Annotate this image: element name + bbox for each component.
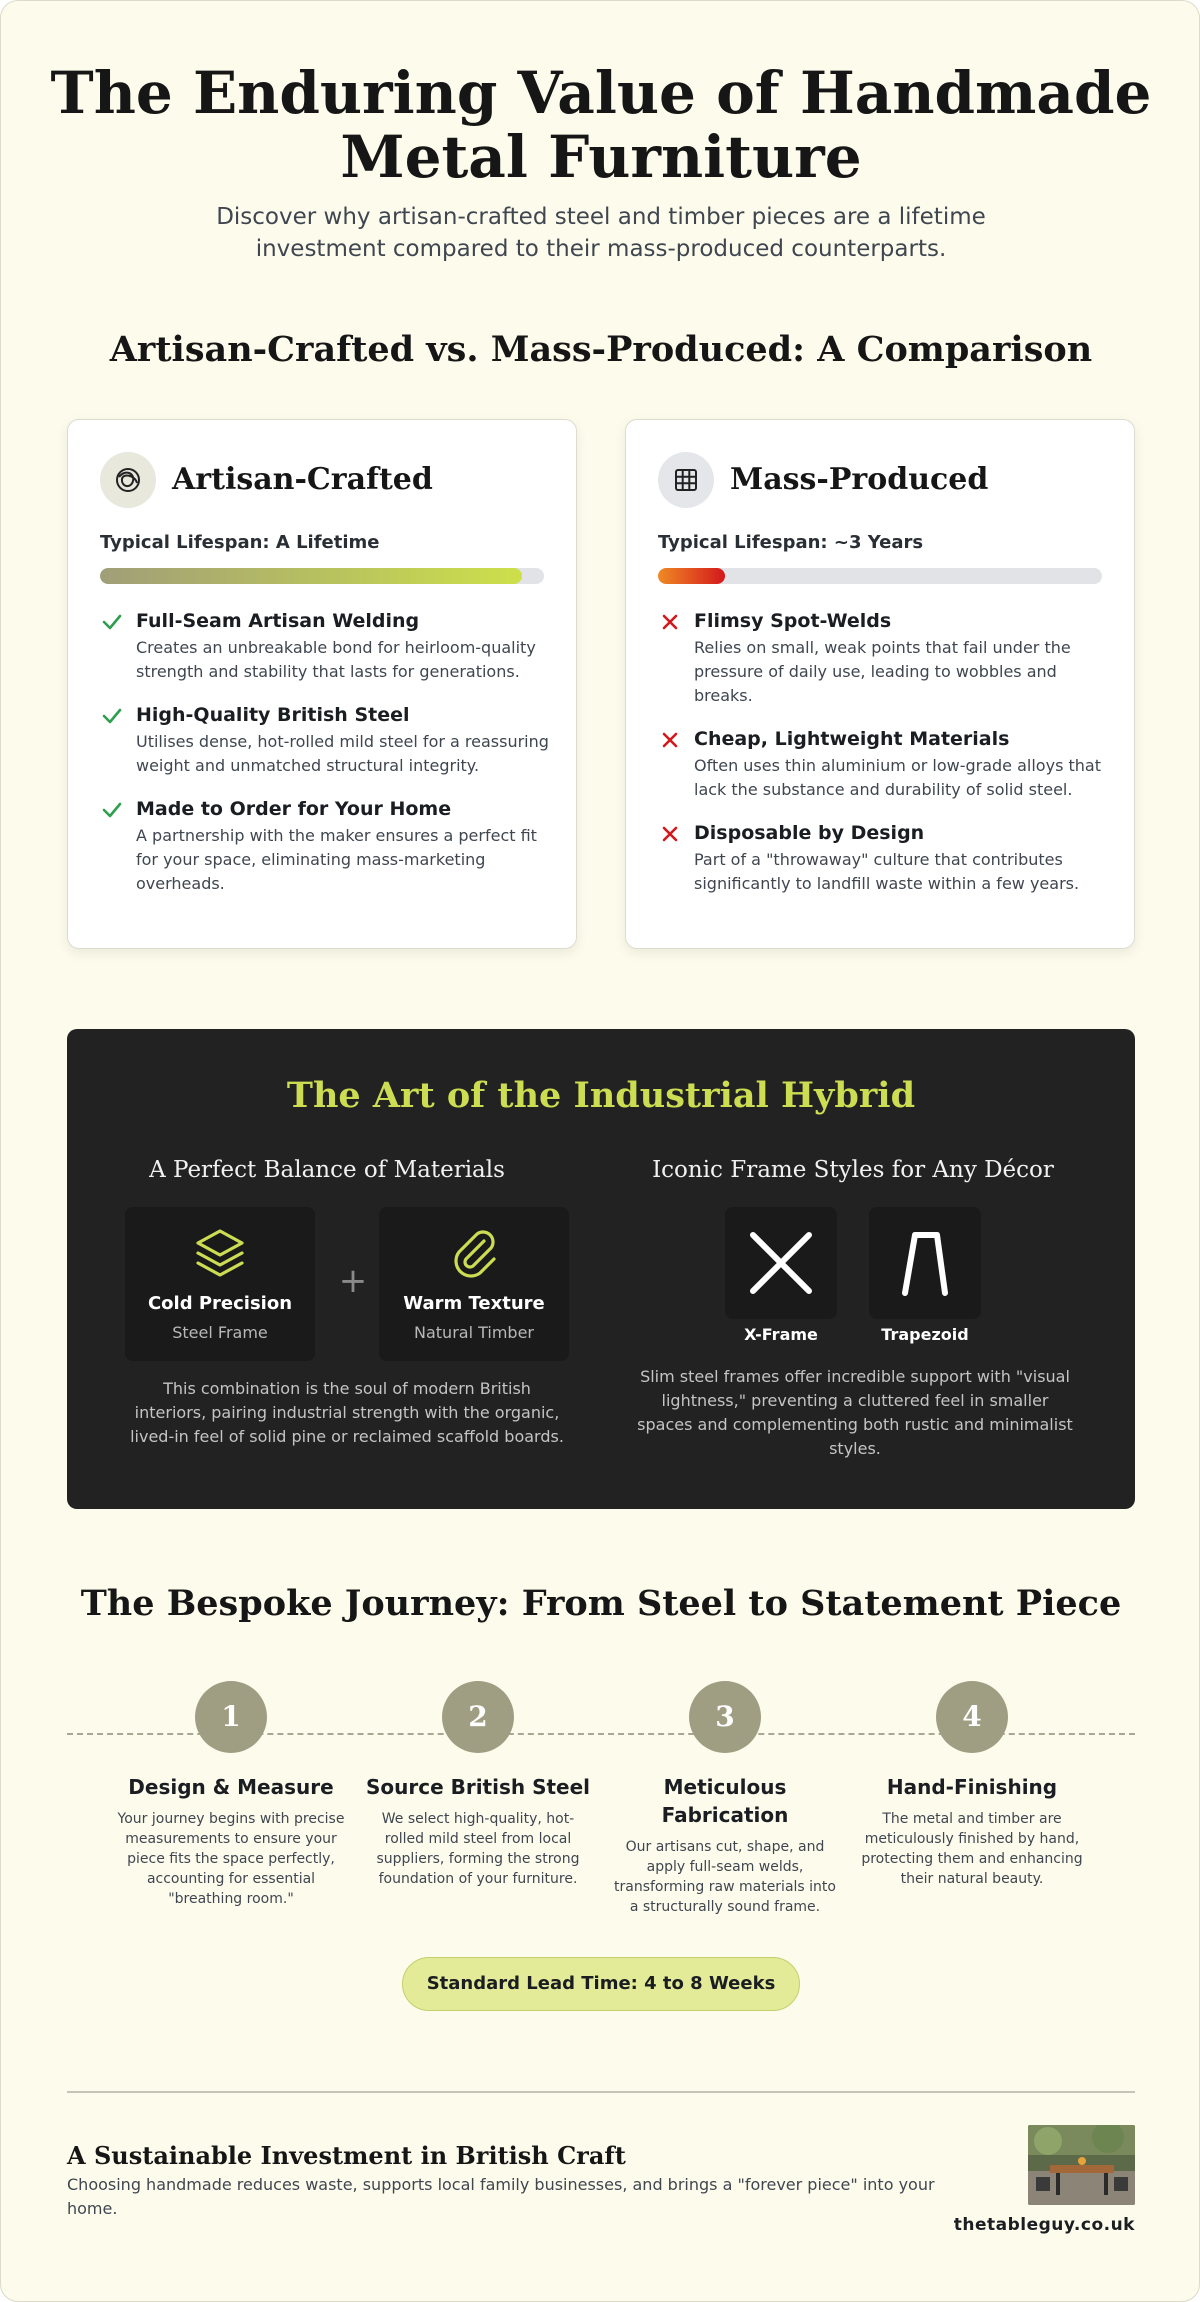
feature-desc: Creates an unbreakable bond for heirloom-quality strength and stability that lasts for generations. bbox=[136, 638, 536, 681]
website-credit: thetableguy.co.uk bbox=[953, 2215, 1135, 2235]
footer-divider bbox=[67, 2091, 1135, 2093]
step-desc: Our artisans cut, shape, and apply full-seam welds, transforming raw materials into a structurally sound frame. bbox=[614, 1839, 836, 1915]
cross-icon bbox=[658, 610, 682, 634]
x-frame-card bbox=[725, 1207, 837, 1319]
mass-produced-card bbox=[625, 419, 1135, 949]
list-item bbox=[658, 726, 1108, 802]
plus-sign: + bbox=[338, 1261, 368, 1301]
material-kind: Steel Frame bbox=[172, 1323, 268, 1342]
step-title: Hand-Finishing bbox=[886, 1775, 1058, 1799]
mass-card-title: Mass-Produced bbox=[730, 462, 989, 497]
grid-icon bbox=[658, 452, 714, 508]
check-icon bbox=[100, 704, 124, 728]
cross-icon bbox=[658, 822, 682, 846]
footer-text: Choosing handmade reduces waste, supports local family businesses, and brings a "forever piece" into your home. bbox=[67, 2175, 935, 2218]
feature-title: Disposable by Design bbox=[694, 822, 925, 844]
industrial-hybrid-panel bbox=[67, 1029, 1135, 1509]
artisan-lifespan-label: Typical Lifespan: A Lifetime bbox=[100, 532, 380, 553]
frames-subtitle: Iconic Frame Styles for Any Décor bbox=[652, 1157, 1054, 1183]
material-timber-card bbox=[379, 1207, 569, 1361]
step-title: Design & Measure bbox=[128, 1775, 334, 1799]
materials-paragraph: This combination is the soul of modern British interiors, pairing industrial strength with the organic, lived-in feel of solid pine or reclaimed scaffold boards. bbox=[130, 1379, 564, 1446]
mass-lifespan-bar bbox=[658, 568, 1102, 584]
step-number: 1 bbox=[195, 1681, 267, 1753]
materials-subtitle: A Perfect Balance of Materials bbox=[149, 1157, 505, 1183]
check-icon bbox=[100, 610, 124, 634]
step-number: 2 bbox=[442, 1681, 514, 1753]
step-number: 4 bbox=[936, 1681, 1008, 1753]
page-subtitle: Discover why artisan-crafted steel and timber pieces are a lifetime investment compared to their mass-produced counterparts. bbox=[216, 204, 986, 262]
layers-icon bbox=[190, 1223, 250, 1283]
feature-title: Full-Seam Artisan Welding bbox=[136, 610, 420, 632]
feature-desc: Part of a "throwaway" culture that contributes significantly to landfill waste within a few years. bbox=[694, 850, 1080, 893]
mass-lifespan-fill bbox=[658, 568, 725, 584]
list-item bbox=[100, 796, 550, 896]
material-kind: Natural Timber bbox=[414, 1323, 534, 1342]
cross-icon bbox=[658, 728, 682, 752]
trapezoid-frame-icon bbox=[889, 1227, 961, 1299]
frames-paragraph: Slim steel frames offer incredible support with "visual lightness," preventing a cluttered feel in smaller spaces and complementing both rustic and minimalist styles. bbox=[637, 1367, 1073, 1458]
material-steel-card bbox=[125, 1207, 315, 1361]
paperclip-icon bbox=[444, 1223, 504, 1283]
step-title: Meticulous Fabrication bbox=[661, 1775, 789, 1827]
material-name: Cold Precision bbox=[147, 1293, 293, 1314]
feature-title: Flimsy Spot-Welds bbox=[694, 610, 892, 632]
feature-title: High-Quality British Steel bbox=[136, 704, 410, 726]
journey-title: The Bespoke Journey: From Steel to Statement Piece bbox=[80, 1583, 1122, 1624]
footer-title: A Sustainable Investment in British Craft bbox=[67, 2141, 626, 2170]
list-item bbox=[100, 608, 550, 684]
artisan-card-title: Artisan-Crafted bbox=[172, 462, 433, 497]
list-item bbox=[658, 820, 1108, 896]
list-item bbox=[658, 608, 1108, 708]
mass-lifespan-label: Typical Lifespan: ~3 Years bbox=[658, 532, 924, 553]
step-desc: We select high-quality, hot-rolled mild steel from local suppliers, forming the strong foundation of your furniture. bbox=[376, 1811, 580, 1887]
x-frame-label: X-Frame bbox=[744, 1325, 818, 1344]
step-title: Source British Steel bbox=[365, 1775, 591, 1799]
feature-desc: Often uses thin aluminium or low-grade alloys that lack the substance and durability of solid steel. bbox=[694, 756, 1101, 799]
artisan-lifespan-bar bbox=[100, 568, 544, 584]
knot-icon bbox=[100, 452, 156, 508]
feature-title: Cheap, Lightweight Materials bbox=[694, 728, 1010, 750]
artisan-card bbox=[67, 419, 577, 949]
feature-title: Made to Order for Your Home bbox=[136, 798, 452, 820]
hybrid-title: The Art of the Industrial Hybrid bbox=[286, 1075, 916, 1116]
feature-desc: A partnership with the maker ensures a perfect fit for your space, eliminating mass-marketing overheads. bbox=[136, 826, 537, 893]
list-item bbox=[100, 702, 550, 778]
artisan-lifespan-fill bbox=[100, 568, 522, 584]
trapezoid-frame-label: Trapezoid bbox=[881, 1325, 969, 1344]
furniture-photo bbox=[1028, 2125, 1135, 2205]
trapezoid-frame-card bbox=[869, 1207, 981, 1319]
artisan-feature-list bbox=[100, 608, 550, 914]
material-name: Warm Texture bbox=[403, 1293, 545, 1314]
lead-time-badge: Standard Lead Time: 4 to 8 Weeks bbox=[402, 1957, 800, 2011]
feature-desc: Utilises dense, hot-rolled mild steel for a reassuring weight and unmatched structural integrity. bbox=[136, 732, 549, 775]
x-frame-icon bbox=[745, 1227, 817, 1299]
step-number: 3 bbox=[689, 1681, 761, 1753]
page-title: The Enduring Value of Handmade Metal Furniture bbox=[50, 59, 1152, 191]
step-desc: The metal and timber are meticulously finished by hand, protecting them and enhancing their natural beauty. bbox=[861, 1811, 1083, 1887]
step-desc: Your journey begins with precise measurements to ensure your piece fits the space perfectly, accounting for essential "breathing room." bbox=[117, 1811, 345, 1907]
mass-feature-list bbox=[658, 608, 1108, 914]
comparison-title: Artisan-Crafted vs. Mass-Produced: A Comparison bbox=[109, 329, 1093, 370]
feature-desc: Relies on small, weak points that fail under the pressure of daily use, leading to wobbles and breaks. bbox=[694, 638, 1071, 705]
check-icon bbox=[100, 798, 124, 822]
